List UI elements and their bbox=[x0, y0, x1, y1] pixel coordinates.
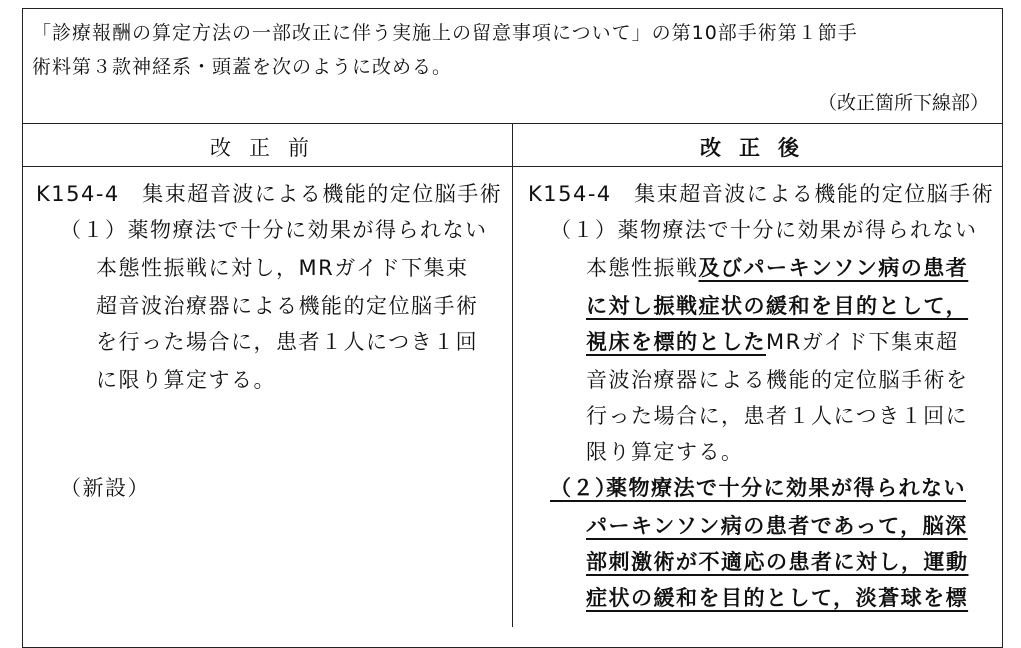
after-item1-line1: （１）薬物療法で十分に効果が得られない bbox=[550, 218, 978, 242]
intro-line-1: 「診療報酬の算定方法の一部改正に伴う実施上の留意事項について」の第10部手術第１節手 bbox=[32, 22, 858, 44]
after-item1-line6: 行った場合に，患者１人につき１回に bbox=[586, 404, 969, 428]
after-item1-line7: 限り算定する。 bbox=[586, 440, 744, 464]
column-divider bbox=[512, 124, 513, 627]
after-item2-line1: 薬物療法で十分に効果が得られない bbox=[606, 476, 966, 500]
after-item1-line3: に対し振戦症状の緩和を目的として， bbox=[586, 294, 969, 318]
after-item1-line4-plain: MRガイド下集束超 bbox=[766, 330, 959, 354]
header-after: 改正後 bbox=[700, 136, 817, 160]
before-new-note: （新設） bbox=[60, 476, 150, 500]
after-item2-line2: パーキンソン病の患者であって，脳深 bbox=[586, 514, 968, 538]
after-item1-line2-underlined: 及びパーキンソン病の患者 bbox=[698, 256, 969, 280]
after-item2-label: （２） bbox=[550, 476, 618, 500]
after-item1-line2-plain: 本態性振戦 bbox=[586, 256, 699, 280]
before-title: K154-4 集束超音波による機能的定位脳手術 bbox=[36, 182, 503, 206]
after-item2-line4: 症状の緩和を目的として，淡蒼球を標 bbox=[586, 586, 969, 610]
before-item1-line3: 超音波治療器による機能的定位脳手術 bbox=[96, 294, 479, 318]
before-item1-line5: に限り算定する。 bbox=[96, 368, 276, 392]
after-item1-line2 bbox=[586, 252, 968, 282]
before-item1-line4: を行った場合に，患者１人につき１回 bbox=[96, 330, 479, 354]
after-item1-line5: 音波治療器による機能的定位脳手術を bbox=[586, 368, 969, 392]
intro-block bbox=[22, 8, 1003, 124]
after-item1-line4-underlined: 視床を標的とした bbox=[586, 330, 766, 354]
before-item1-line1: （１）薬物療法で十分に効果が得られない bbox=[60, 218, 488, 242]
header-divider bbox=[22, 166, 1003, 167]
after-title: K154-4 集束超音波による機能的定位脳手術 bbox=[528, 182, 995, 206]
intro-line-2: 術料第３款神経系・頭蓋を次のように改める。 bbox=[32, 56, 453, 78]
revision-note: （改正箇所下線部） bbox=[817, 92, 989, 114]
header-before: 改正前 bbox=[210, 136, 327, 160]
after-item1-line4 bbox=[586, 326, 959, 356]
after-item2-line3: 部刺激術が不適応の患者に対し，運動 bbox=[586, 550, 969, 574]
before-item1-line2: 本態性振戦に対し，MRガイド下集束 bbox=[96, 256, 469, 280]
